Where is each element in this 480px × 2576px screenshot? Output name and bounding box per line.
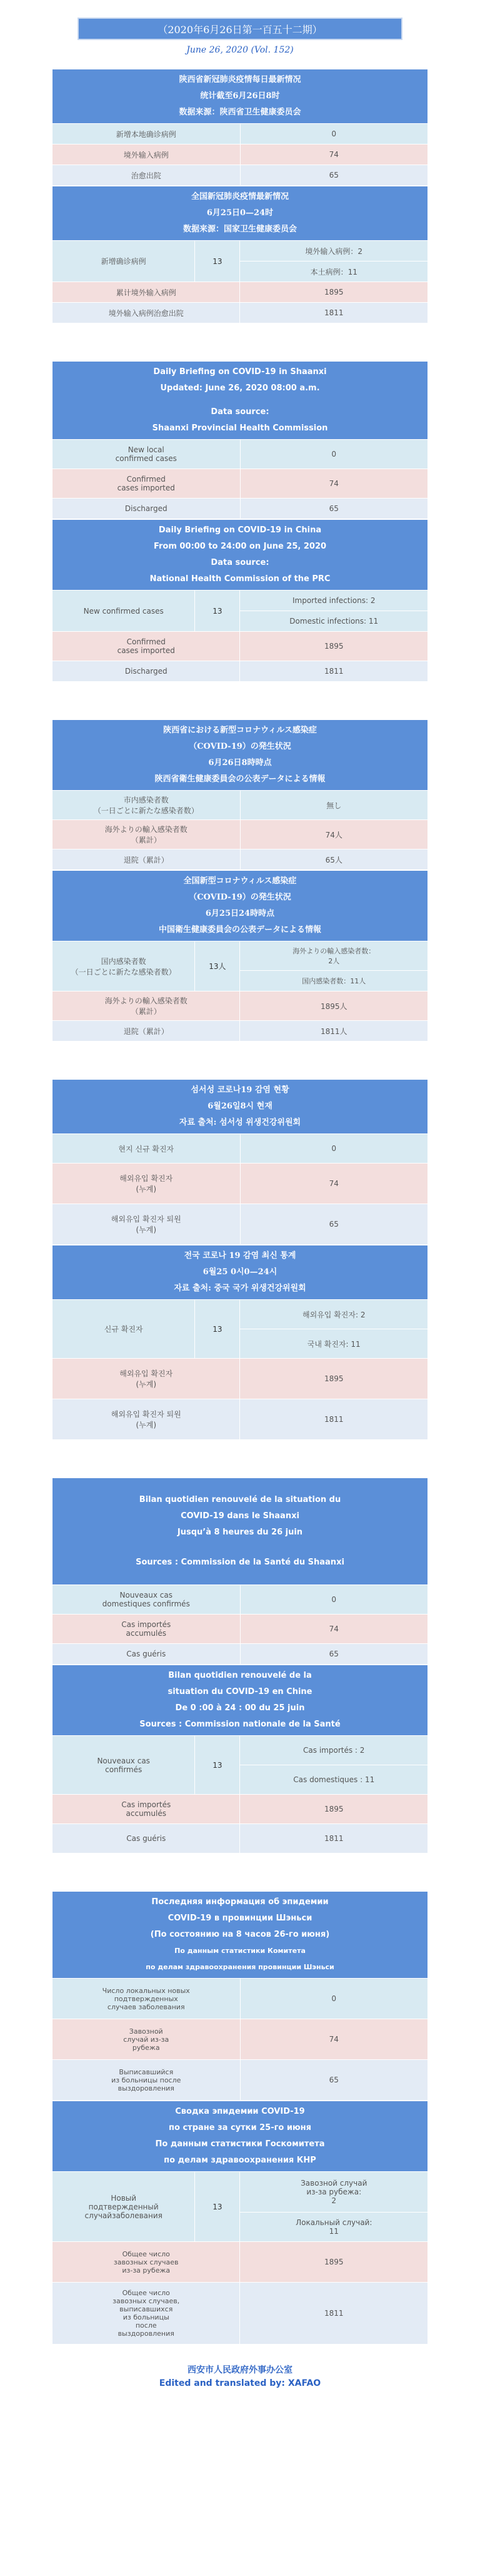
- table-row-label: Cas importés accumulés: [52, 1795, 240, 1824]
- table-row-value: 0: [240, 440, 428, 469]
- table-row-label: New local confirmed cases: [52, 440, 241, 469]
- table-row-value: 1895: [240, 2242, 428, 2283]
- table-row-value: 65: [240, 2060, 428, 2101]
- table-row-label: 累计境外输入病例: [52, 282, 240, 303]
- table-row-label: Cas importés accumulés: [52, 1615, 241, 1644]
- table-row-label: Число локальных новых подтвержденных случаев заболевания: [52, 1979, 241, 2019]
- table-row-value: 1895人: [240, 991, 428, 1021]
- table-row-value: 65人: [240, 849, 428, 870]
- table-row-total: 13: [195, 1300, 240, 1359]
- french-section: [52, 1478, 428, 1853]
- ru-shaanxi-table: [52, 1891, 428, 2101]
- korean-section: [52, 1079, 428, 1440]
- table-row-value: 0: [240, 1585, 428, 1615]
- table-row-sub: Domestic infections: 11: [240, 611, 428, 632]
- table-row-label: Выписавшийся из больницы после выздоровления: [52, 2060, 241, 2101]
- chinese-section: [52, 69, 428, 323]
- ja-shaanxi-title: 陝西省における新型コロナウィルス感染症 （COVID-19）の発生状況 6月26日8時時点 陝西省衛生健康委員会の公表データによる情報: [52, 720, 428, 791]
- table-row-sub: 국내 확진자: 11: [240, 1329, 428, 1359]
- table-row-label: Confirmed cases imported: [52, 632, 240, 661]
- table-row-label: Общее число завозных случаев, выписавшихся из больницы после выздоровления: [52, 2283, 240, 2345]
- table-row-total: 13: [195, 241, 240, 282]
- table-row-value: 65: [240, 1644, 428, 1665]
- table-row-label: Discharged: [52, 499, 241, 519]
- table-row-value: 0: [240, 124, 428, 145]
- table-row-label: 国内感染者数 （一日ごとに新たな感染者数）: [52, 941, 195, 991]
- zh-national-title: 全国新冠肺炎疫情最新情况 6月25日0—24时 数据来源：国家卫生健康委员会: [52, 186, 428, 241]
- en-shaanxi-title: Daily Briefing on COVID-19 in Shaanxi Updated: June 26, 2020 08:00 a.m. Data source: Shaanxi Provincial Health Commission: [52, 362, 428, 440]
- table-row-label: Cas guéris: [52, 1644, 241, 1665]
- table-row-label: Общее число завозных случаев из-за рубежа: [52, 2242, 240, 2283]
- table-row-total: 13: [195, 1736, 240, 1795]
- table-row-value: 74人: [240, 820, 428, 849]
- ja-national-table: [52, 870, 428, 1042]
- table-row-value: 1811: [240, 303, 428, 323]
- table-row-value: 1895: [240, 282, 428, 303]
- table-row-sub: 本土病例：11: [240, 261, 428, 282]
- table-row-label: 新增本地确诊病例: [52, 124, 241, 145]
- table-row-label: Cas guéris: [52, 1824, 240, 1853]
- table-row-value: 74: [240, 1164, 428, 1204]
- en-shaanxi-table: [52, 361, 428, 519]
- ko-national-table: [52, 1245, 428, 1440]
- footer-credit: Edited and translated by: XAFAO: [159, 2378, 321, 2388]
- issue-banner: （2020年6月26日第一百五十二期）: [78, 18, 402, 40]
- table-row-value: 無し: [240, 791, 428, 820]
- table-row-value: 1811: [240, 1824, 428, 1853]
- table-row-sub: Cas domestiques : 11: [240, 1765, 428, 1795]
- table-row-label: 新增确诊病例: [52, 241, 195, 282]
- table-row-value: 65: [240, 165, 428, 186]
- table-row-sub: Локальный случай: 11: [240, 2213, 428, 2242]
- table-row-value: 1895: [240, 1795, 428, 1824]
- table-row-label: New confirmed cases: [52, 591, 195, 632]
- table-row-value: 65: [240, 499, 428, 519]
- table-row-value: 74: [240, 1615, 428, 1644]
- table-row-label: 해외유입 확진자 (누계): [52, 1164, 241, 1204]
- footer: [0, 2363, 480, 2388]
- table-row-sub: 境外输入病例：2: [240, 241, 428, 261]
- table-row-total: 13: [195, 591, 240, 632]
- en-national-table: [52, 519, 428, 682]
- table-row-value: 0: [240, 1134, 428, 1164]
- en-national-title: Daily Briefing on COVID-19 in China From 00:00 to 24:00 on June 25, 2020 Data source: National Health Commission of the PRC: [52, 520, 428, 591]
- ko-national-title: 전국 코로나 19 감염 최신 통계 6월25 0시0—24시 자료 출처: 중국 국가 위생건강위원회: [52, 1245, 428, 1300]
- issue-subtitle: June 26, 2020 (Vol. 152): [186, 45, 294, 55]
- japanese-section: [52, 719, 428, 1042]
- table-row-sub: 해외유입 확진자: 2: [240, 1300, 428, 1329]
- fr-national-title: Bilan quotidien renouvelé de la situation du COVID-19 en Chine De 0 :00 à 24 : 00 du 25 juin Sources : Commission nationale de la Santé: [52, 1665, 428, 1736]
- fr-shaanxi-table: [52, 1478, 428, 1665]
- table-row-value: 1895: [240, 632, 428, 661]
- table-row-label: Завозной случай из-за рубежа: [52, 2019, 241, 2060]
- table-row-label: 市内感染者数 （一日ごとに新たな感染者数）: [52, 791, 241, 820]
- table-row-label: Nouveaux cas domestiques confirmés: [52, 1585, 241, 1615]
- table-row-total: 13: [195, 2172, 240, 2242]
- table-row-label: 治愈出院: [52, 165, 241, 186]
- english-section: [52, 361, 428, 682]
- table-row-label: 境外输入病例治愈出院: [52, 303, 240, 323]
- table-row-value: 0: [240, 1979, 428, 2019]
- ru-national-table: [52, 2101, 428, 2345]
- table-row-label: 境外输入病例: [52, 145, 241, 165]
- table-row-sub: Завозной случай из-за рубежа: 2: [240, 2172, 428, 2213]
- russian-section: [52, 1891, 428, 2345]
- table-row-value: 1895: [240, 1359, 428, 1399]
- table-row-total: 13人: [195, 941, 240, 991]
- table-row-sub: Cas importés : 2: [240, 1736, 428, 1765]
- table-row-label: 退院（累計）: [52, 1021, 240, 1042]
- table-row-label: 해외유입 확진자 퇴원 (누계): [52, 1399, 240, 1440]
- table-row-value: 1811: [240, 2283, 428, 2345]
- zh-national-table: [52, 186, 428, 323]
- ko-shaanxi-table: [52, 1079, 428, 1245]
- table-row-sub: Imported infections: 2: [240, 591, 428, 611]
- zh-shaanxi-title: 陕西省新冠肺炎疫情每日最新情况 统计截至6月26日8时 数据来源：陕西省卫生健康委员会: [52, 69, 428, 124]
- table-row-label: 海外よりの輸入感染者数 （累計）: [52, 820, 241, 849]
- table-row-value: 74: [240, 469, 428, 499]
- zh-shaanxi-table: [52, 69, 428, 186]
- ko-shaanxi-title: 섬서성 코로나19 감염 현황 6월26일8시 현재 자료 출처: 섬서성 위생건강위원회: [52, 1080, 428, 1134]
- table-row-label: Confirmed cases imported: [52, 469, 241, 499]
- fr-shaanxi-title: Bilan quotidien renouvelé de la situation du COVID-19 dans le Shaanxi Jusqu’à 8 heures du 26 juin Sources : Commission de la Santé du Shaanxi: [52, 1478, 428, 1585]
- table-row-sub: 海外よりの輸入感染者数： 2人: [240, 941, 428, 971]
- table-row-label: 해외유입 확진자 퇴원 (누계): [52, 1204, 241, 1245]
- table-row-label: Discharged: [52, 661, 240, 682]
- table-row-label: 海外よりの輸入感染者数 （累計）: [52, 991, 240, 1021]
- table-row-value: 65: [240, 1204, 428, 1245]
- table-row-label: Новый подтвержденный случайзаболевания: [52, 2172, 195, 2242]
- table-row-value: 74: [240, 2019, 428, 2060]
- table-row-value: 74: [240, 145, 428, 165]
- table-row-value: 1811人: [240, 1021, 428, 1042]
- ru-national-title: Сводка эпидемии COVID-19 по стране за сутки 25-го июня По данным статистики Госкомитета по делам здравоохранения КНР: [52, 2101, 428, 2172]
- table-row-label: 退院（累計）: [52, 849, 241, 870]
- table-row-label: 신규 확진자: [52, 1300, 195, 1359]
- table-row-value: 1811: [240, 661, 428, 682]
- table-row-label: 해외유입 확진자 (누계): [52, 1359, 240, 1399]
- table-row-sub: 国内感染者数：11人: [240, 971, 428, 991]
- table-row-label: 현지 신규 확진자: [52, 1134, 241, 1164]
- table-row-value: 1811: [240, 1399, 428, 1440]
- fr-national-table: [52, 1665, 428, 1853]
- ja-national-title: 全国新型コロナウィルス感染症 （COVID-19）の発生状況 6月25日24時時点 中国衛生健康委員会の公表データによる情報: [52, 871, 428, 941]
- ru-shaanxi-title: Последняя информация об эпидемии COVID-19 в провинции Шэньси (По состоянию на 8 часов 26-го июня) По данным статистики Комитета по делам здравоохранения провинции Шэньси: [52, 1892, 428, 1979]
- footer-office: 西安市人民政府外事办公室: [188, 2365, 292, 2375]
- ja-shaanxi-table: [52, 719, 428, 870]
- table-row-label: Nouveaux cas confirmés: [52, 1736, 195, 1795]
